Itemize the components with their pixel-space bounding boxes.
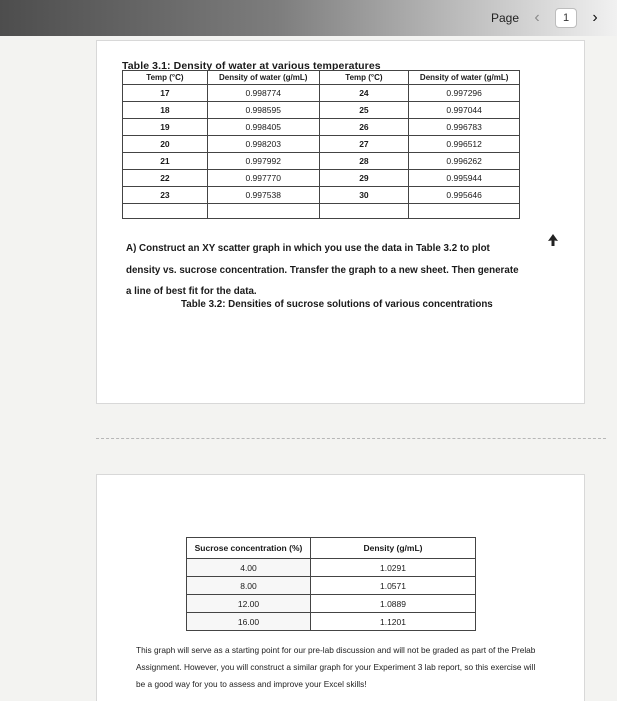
assignment-prompt: A) Construct an XY scatter graph in which you use the data in Table 3.2 to plot density vs. sucrose concentration. Transfer the graph to a new sheet. Then generate a line of best fit for the data. <box>126 243 519 297</box>
table-cell: 16.00 <box>187 613 311 631</box>
column-header: Density (g/mL) <box>310 538 475 559</box>
table-cell: 28 <box>319 153 409 170</box>
table-cell: 0.998405 <box>207 119 319 136</box>
table-cell: 1.0889 <box>310 595 475 613</box>
footnote-text: This graph will serve as a starting point for our pre-lab discussion and will not be graded as part of the Prelab Assignment. However, you will construct a similar graph for your Experiment 3 lab report, so this exercise will be a good way for you to assess and improve your Excel skills! <box>136 645 536 689</box>
table-cell: 0.998203 <box>207 136 319 153</box>
table-row <box>123 170 520 187</box>
table-row <box>123 187 520 204</box>
table-cell: 0.997296 <box>409 85 520 102</box>
table-header-row <box>123 71 520 85</box>
table-row <box>123 102 520 119</box>
table-3-1-title: Table 3.1: Density of water at various temperatures <box>122 60 381 72</box>
page-label: Page <box>490 11 519 25</box>
table-header-row <box>187 538 476 559</box>
column-header: Density of water (g/mL) <box>409 71 520 85</box>
table-row <box>187 595 476 613</box>
column-header: Temp (°C) <box>123 71 208 85</box>
table-cell: 22 <box>123 170 208 187</box>
column-header: Temp (°C) <box>319 71 409 85</box>
table-row <box>123 136 520 153</box>
table-cell: 0.997770 <box>207 170 319 187</box>
table-cell: 0.997992 <box>207 153 319 170</box>
table-cell <box>319 204 409 219</box>
table-cell: 17 <box>123 85 208 102</box>
table-cell: 21 <box>123 153 208 170</box>
table-cell: 0.995646 <box>409 187 520 204</box>
table-cell: 30 <box>319 187 409 204</box>
next-page-icon[interactable]: › <box>592 9 598 26</box>
table-cell: 18 <box>123 102 208 119</box>
table-empty-row <box>123 204 520 219</box>
table-3-1 <box>122 70 520 219</box>
table-row <box>187 577 476 595</box>
table-cell: 0.996262 <box>409 153 520 170</box>
table-row <box>123 119 520 136</box>
table-cell: 19 <box>123 119 208 136</box>
table-cell: 0.996512 <box>409 136 520 153</box>
page-number-field[interactable]: 1 <box>555 8 577 28</box>
table-cell: 26 <box>319 119 409 136</box>
table-cell: 0.998774 <box>207 85 319 102</box>
table-row <box>187 613 476 631</box>
table-cell <box>207 204 319 219</box>
table-cell: 1.0291 <box>310 559 475 577</box>
table-cell: 27 <box>319 136 409 153</box>
table-cell <box>123 204 208 219</box>
column-header: Density of water (g/mL) <box>207 71 319 85</box>
column-header: Sucrose concentration (%) <box>187 538 311 559</box>
table-cell: 20 <box>123 136 208 153</box>
previous-page-icon[interactable]: ‹ <box>534 9 540 26</box>
table-cell: 0.997538 <box>207 187 319 204</box>
table-cell: 29 <box>319 170 409 187</box>
table-cell: 0.995944 <box>409 170 520 187</box>
table-cell: 12.00 <box>187 595 311 613</box>
table-cell <box>409 204 520 219</box>
table-3-2-title: Table 3.2: Densities of sucrose solutions of various concentrations <box>181 299 493 310</box>
mouse-pointer-icon <box>548 234 558 246</box>
table-cell: 0.997044 <box>409 102 520 119</box>
table-cell: 1.0571 <box>310 577 475 595</box>
table-3-2 <box>186 537 476 631</box>
table-cell: 25 <box>319 102 409 119</box>
table-row <box>187 559 476 577</box>
page-separator <box>96 438 606 439</box>
page-navigator <box>491 8 603 28</box>
table-cell: 1.1201 <box>310 613 475 631</box>
table-cell: 8.00 <box>187 577 311 595</box>
table-cell: 23 <box>123 187 208 204</box>
table-row <box>123 153 520 170</box>
table-cell: 0.996783 <box>409 119 520 136</box>
viewer-toolbar <box>0 0 617 36</box>
table-cell: 0.998595 <box>207 102 319 119</box>
table-cell: 24 <box>319 85 409 102</box>
table-row <box>123 85 520 102</box>
table-cell: 4.00 <box>187 559 311 577</box>
